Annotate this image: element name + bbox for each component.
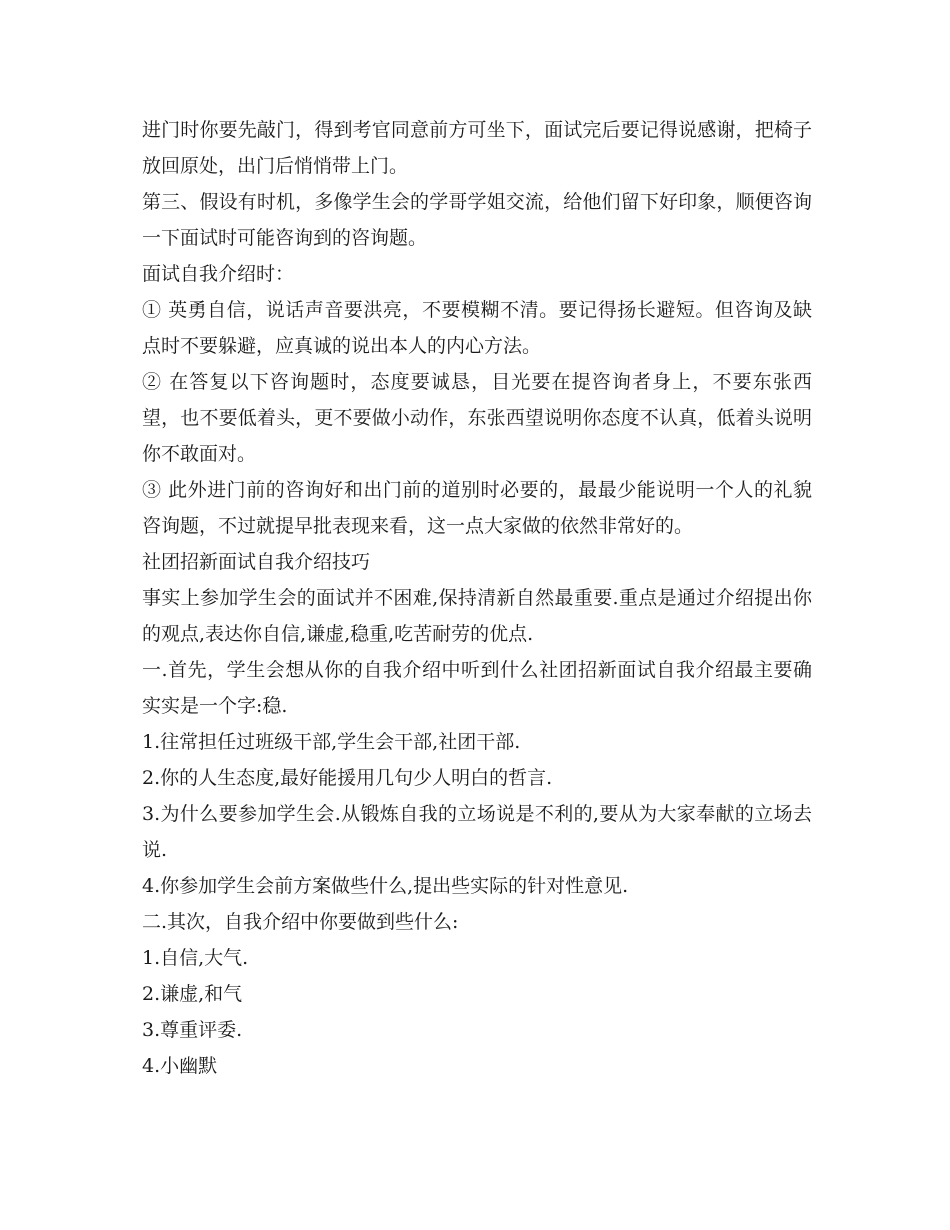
list-item: 4.你参加学生会前方案做些什么,提出些实际的针对性意见.: [142, 875, 629, 897]
paragraph-item-2: ② 在答复以下咨询题时，态度要诚恳，目光要在提咨询者身上，不要东张西望，也不要低着头，更不要做小动作，东张西望说明你态度不认真，低着头说明你不敢面对。: [142, 371, 812, 465]
list-item: 2.谦虚,和气: [142, 983, 243, 1005]
section-title: 社团招新面试自我介绍技巧: [142, 551, 371, 573]
list-item: 3.尊重评委.: [142, 1019, 243, 1041]
paragraph-overview: 事实上参加学生会的面试并不困难,保持清新自然最重要.重点是通过介绍提出你的观点,表达你自信,谦虚,稳重,吃苦耐劳的优点.: [142, 587, 812, 645]
list-item: 4.小幽默: [142, 1055, 218, 1077]
paragraph-item-3: ③ 此外进门前的咨询好和出门前的道别时必要的，最最少能说明一个人的礼貌咨询题，不过就提早批表现来看，这一点大家做的依然非常好的。: [142, 479, 812, 537]
document-body: [142, 112, 812, 1084]
paragraph-part-one: 一.首先，学生会想从你的自我介绍中听到什么社团招新面试自我介绍最主要确实实是一个字:稳.: [142, 659, 812, 717]
list-item: 1.自信,大气.: [142, 947, 249, 969]
paragraph-part-two: 二.其次，自我介绍中你要做到些什么:: [142, 911, 459, 933]
list-item: 2.你的人生态度,最好能援用几句少人明白的哲言.: [142, 767, 553, 789]
paragraph-intro-heading: 面试自我介绍时：: [142, 263, 295, 285]
paragraph-third-point: 第三、假设有时机，多像学生会的学哥学姐交流，给他们留下好印象，顺便咨询一下面试时可能咨询到的咨询题。: [142, 191, 812, 249]
list-item: 1.往常担任过班级干部,学生会干部,社团干部.: [142, 731, 521, 753]
paragraph-door-etiquette: 进门时你要先敲门，得到考官同意前方可坐下，面试完后要记得说感谢，把椅子放回原处，出门后悄悄带上门。: [142, 119, 812, 177]
list-item: 3.为什么要参加学生会.从锻炼自我的立场说是不利的,要从为大家奉献的立场去说.: [142, 803, 812, 861]
paragraph-item-1: ① 英勇自信，说话声音要洪亮，不要模糊不清。要记得扬长避短。但咨询及缺点时不要躲避，应真诚的说出本人的内心方法。: [142, 299, 812, 357]
